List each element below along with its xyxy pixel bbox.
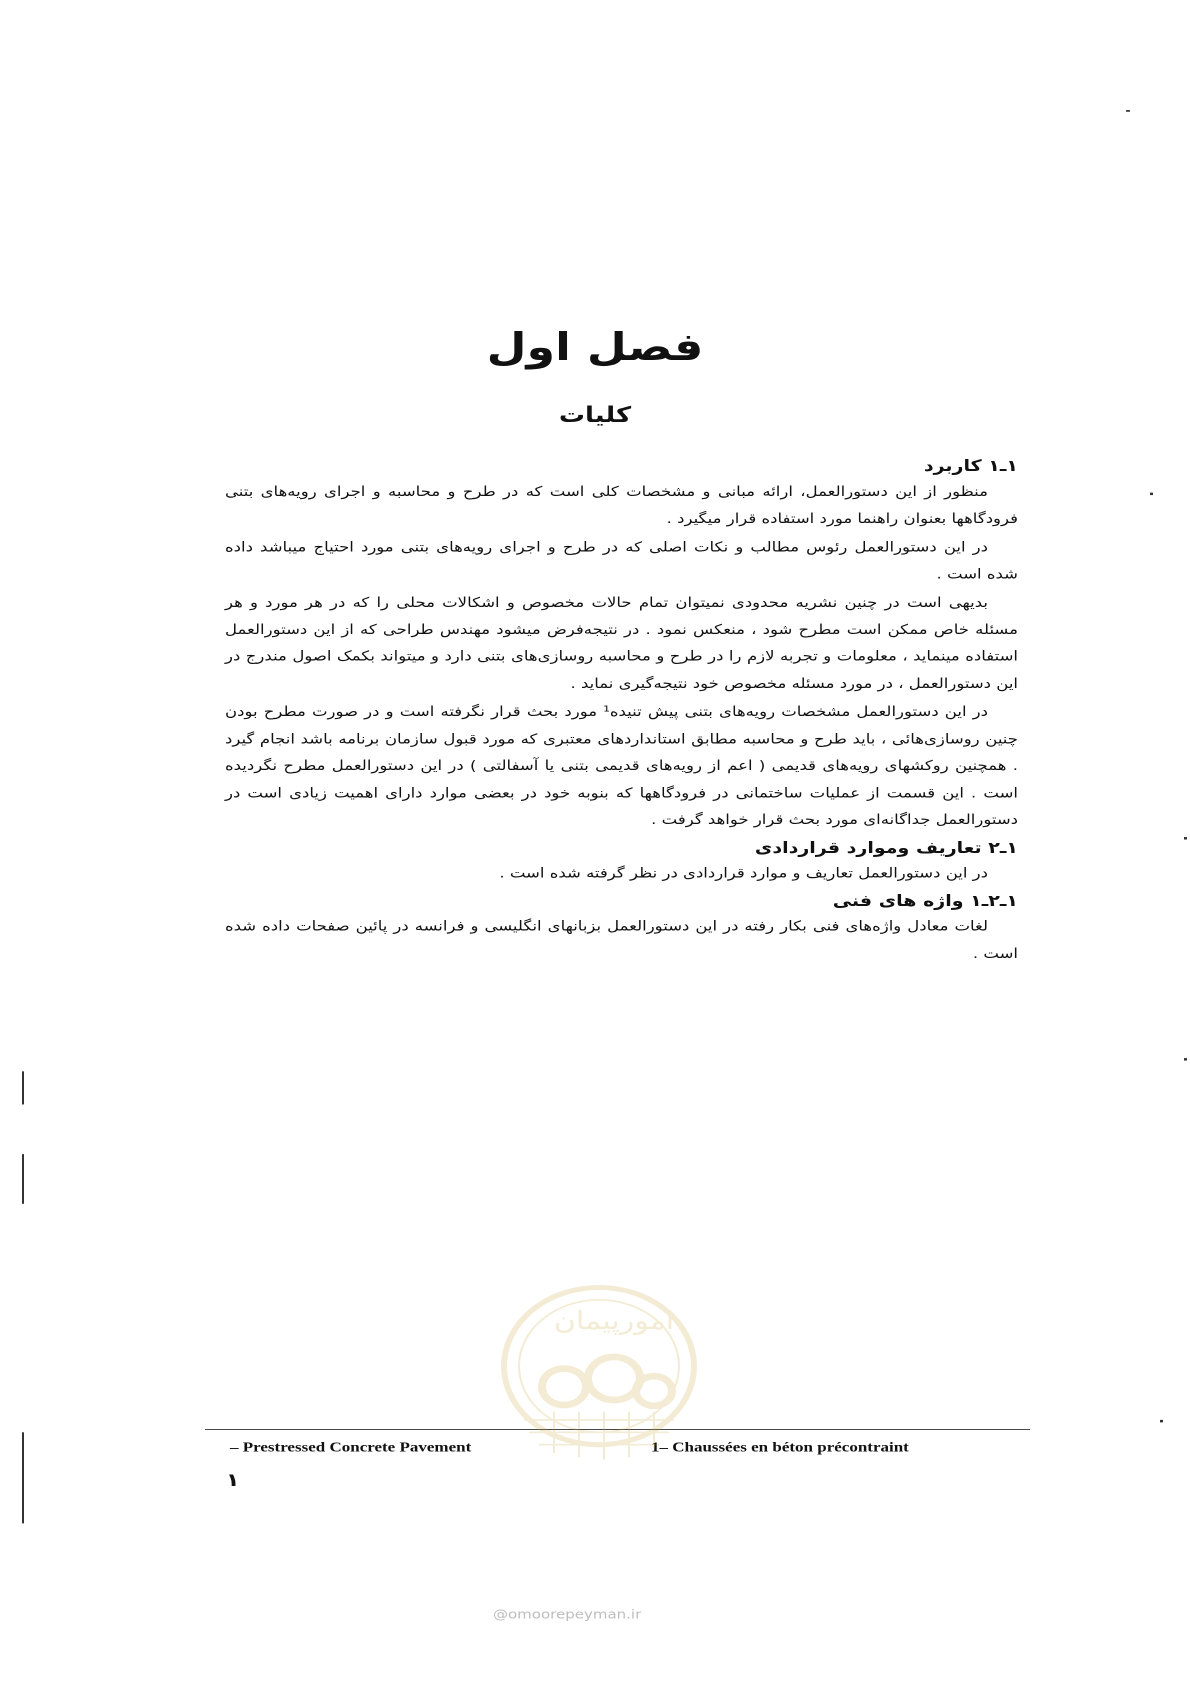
paragraph: در این دستورالعمل رئوس مطالب و نکات اصلی که در طرح و اجرای رویه‌های بتنی مورد احتیاج میباشد داده شده است .	[225, 538, 1018, 582]
scan-mark	[1126, 110, 1130, 112]
footnote-english: – Prestressed Concrete Pavement	[230, 1438, 472, 1455]
scan-mark	[1184, 837, 1187, 839]
section-heading-1-1: ۱ـ۱ کاربرد	[923, 457, 1018, 476]
paragraph: بدیهی است در چنین نشریه محدودی نمیتوان تمام حالات مخصوص و اشکالات محلی را که در هر مورد و هر مسئله خاص ممکن است مطرح شود ، منعکس نمود . در نتیجه‌فرض میشود مهندس طراحی که از این دستورالعمل استفاده مینماید ، معلومات و تجربه لازم را در طرح و محاسبه روسازی‌های بتنی دارد و میتواند بکمک اصول مندرج در این دستورالعمل ، در مورد مسئله مخصوص خود نتیجه‌گیری نماید .	[225, 594, 1018, 691]
section-heading-1-2: ۱ـ۲ تعاریف وموارد قراردادی	[754, 838, 1018, 857]
scan-mark	[22, 1154, 24, 1204]
footnote-french: 1– Chaussées en béton précontraint	[651, 1438, 909, 1455]
page-number: ۱	[226, 1470, 240, 1492]
body-content	[225, 454, 1018, 969]
chapter-subtitle: کلیات	[558, 403, 632, 429]
scan-mark	[1184, 1058, 1187, 1060]
watermark-logo-icon	[494, 1279, 704, 1478]
paragraph: منظور از این دستورالعمل، ارائه مبانی و مشخصات کلی است که در طرح و محاسبه و اجرای رویه‌های بتنی فرودگاهها بعنوان راهنما مورد استفاده قرار میگیرد .	[225, 483, 1018, 527]
scan-mark	[22, 1071, 24, 1104]
watermark-url: @omoorepeyman.ir	[493, 1607, 642, 1622]
paragraph: در این دستورالعمل مشخصات رویه‌های بتنی پیش تنیده¹ مورد بحث قرار نگرفته است و در صورت مطرح بودن چنین روسازی‌هائی ، باید طرح و محاسبه مطابق استانداردهای معتبری که مورد قبول سازمان برنامه باشد انجام گیرد . همچنین روکشهای رویه‌های قدیمی ( اعم از رویه‌های قدیمی بتنی یا آسفالتی ) در این دستورالعمل مطرح نگردیده است . این قسمت از عملیات ساختمانی در فرودگاهها که بنوبه خود در بعضی موارد دارای اهمیت زیادی است در دستورالعمل جداگانه‌ای مورد بحث قرار خواهد گرفت .	[225, 703, 1018, 828]
section-heading-1-2-1: ۱ـ۲ـ۱ واژه های فنی	[832, 891, 1018, 910]
chapter-title: فصل اول	[486, 324, 704, 370]
scan-mark	[1150, 493, 1153, 495]
paragraph: لغات معادل واژه‌های فنی بکار رفته در این دستورالعمل بزبانهای انگلیسی و فرانسه در پائین صفحات داده شده است .	[225, 918, 1018, 961]
scan-mark	[22, 1432, 24, 1523]
watermark-text: امورپیمان	[553, 1306, 675, 1336]
paragraph: در این دستورالعمل تعاریف و موارد قراردادی در نظر گرفته شده است .	[499, 864, 988, 881]
scan-mark	[1160, 1420, 1163, 1422]
